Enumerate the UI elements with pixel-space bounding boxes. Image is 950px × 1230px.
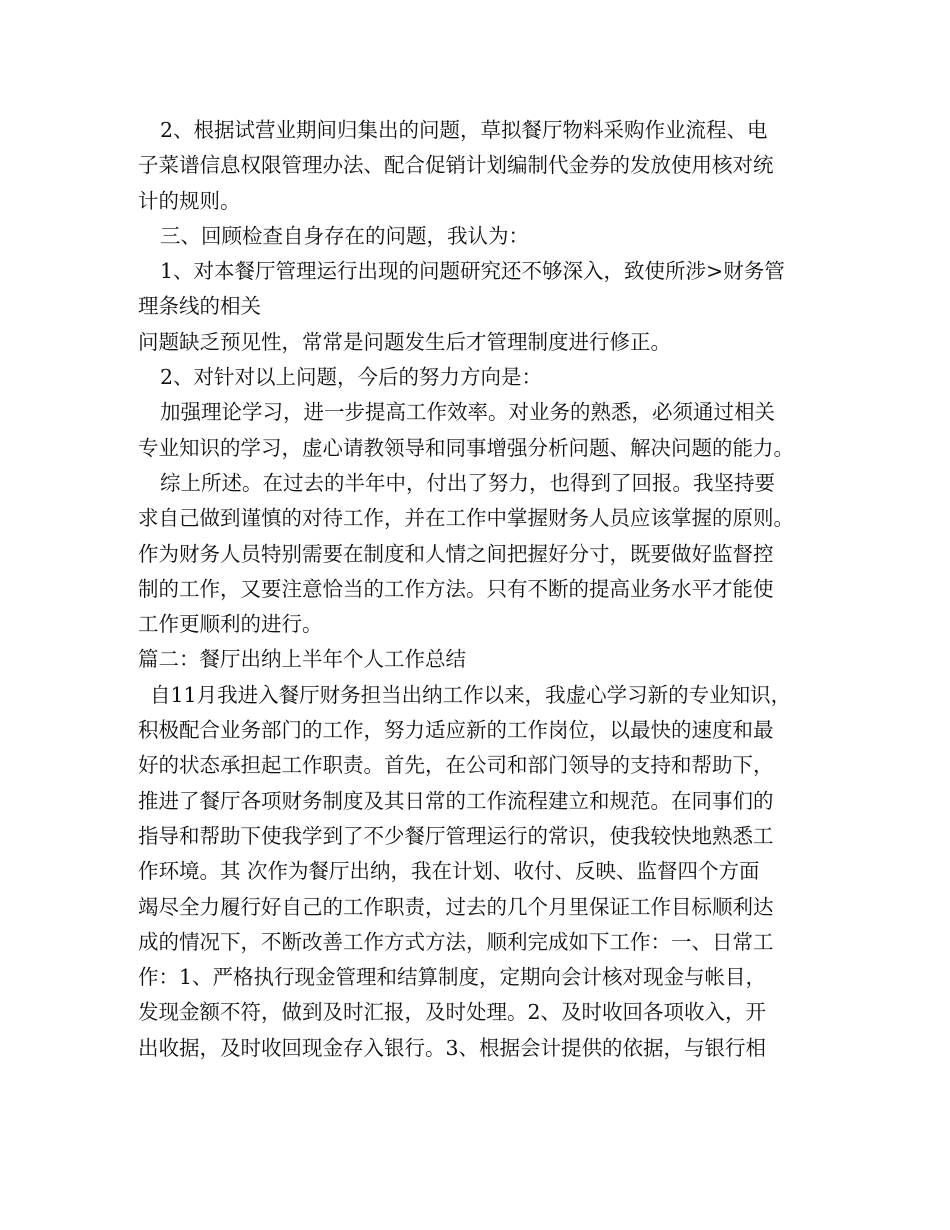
paragraph-line: 1、对本餐厅管理运行出现的问题研究还不够深入，致使所涉>财务管 — [160, 259, 785, 284]
paragraph-line: 子菜谱信息权限管理办法、配合促销计划编制代金券的发放使用核对统 — [138, 153, 774, 178]
paragraph-line: 加强理论学习，进一步提高工作效率。对业务的熟悉，必须通过相关 — [160, 400, 775, 425]
paragraph-line: 2、对针对以上问题，今后的努力方向是： — [160, 365, 543, 390]
paragraph-line: 计的规则。 — [138, 188, 241, 213]
section-heading: 三、回顾检查自身存在的问题，我认为： — [160, 223, 529, 248]
article-title: 篇二：餐厅出纳上半年个人工作总结 — [138, 647, 466, 672]
paragraph-line: 制的工作，又要注意恰当的工作方法。只有不断的提高业务水平才能使 — [138, 576, 774, 601]
paragraph-line: 推进了餐厅各项财务制度及其日常的工作流程建立和规范。在同事们的 — [138, 788, 774, 813]
paragraph-line: 理条线的相关 — [138, 294, 261, 319]
paragraph-line: 作：1、严格执行现金管理和结算制度，定期向会计核对现金与帐目， — [138, 965, 767, 990]
paragraph-line: 综上所述。在过去的半年中，付出了努力，也得到了回报。我坚持要 — [160, 470, 775, 495]
paragraph-line: 指导和帮助下使我学到了不少餐厅管理运行的常识，使我较快地熟悉工 — [138, 823, 774, 848]
paragraph-line: 专业知识的学习，虚心请教领导和同事增强分析问题、解决问题的能力。 — [138, 435, 794, 460]
paragraph-line: 成的情况下，不断改善工作方式方法，顺利完成如下工作：一、日常工 — [138, 929, 774, 954]
paragraph-line: 作环境。其 次作为餐厅出纳，我在计划、收付、反映、监督四个方面 — [138, 859, 760, 884]
paragraph-line: 竭尽全力履行好自己的工作职责，过去的几个月里保证工作目标顺利达 — [138, 894, 774, 919]
paragraph-line: 发现金额不符，做到及时汇报，及时处理。2、及时收回各项收入，开 — [138, 1000, 767, 1025]
paragraph-line: 出收据，及时收回现金存入银行。3、根据会计提供的依据，与银行相 — [138, 1035, 767, 1060]
paragraph-line: 作为财务人员特别需要在制度和人情之间把握好分寸，既要做好监督控 — [138, 541, 774, 566]
paragraph-line: 求自己做到谨慎的对待工作，并在工作中掌握财务人员应该掌握的原则。 — [138, 506, 794, 531]
paragraph-line: 自11月我进入餐厅财务担当出纳工作以来，我虚心学习新的专业知识， — [150, 682, 792, 707]
paragraph-line: 好的状态承担起工作职责。首先，在公司和部门领导的支持和帮助下， — [138, 753, 774, 778]
document-body — [138, 113, 828, 1066]
paragraph-line: 2、根据试营业期间归集出的问题，草拟餐厅物料采购作业流程、电 — [160, 118, 768, 142]
paragraph-line: 问题缺乏预见性，常常是问题发生后才管理制度进行修正。 — [138, 329, 671, 354]
paragraph-line: 工作更顺利的进行。 — [138, 612, 323, 637]
paragraph-line: 积极配合业务部门的工作，努力适应新的工作岗位，以最快的速度和最 — [138, 718, 774, 743]
